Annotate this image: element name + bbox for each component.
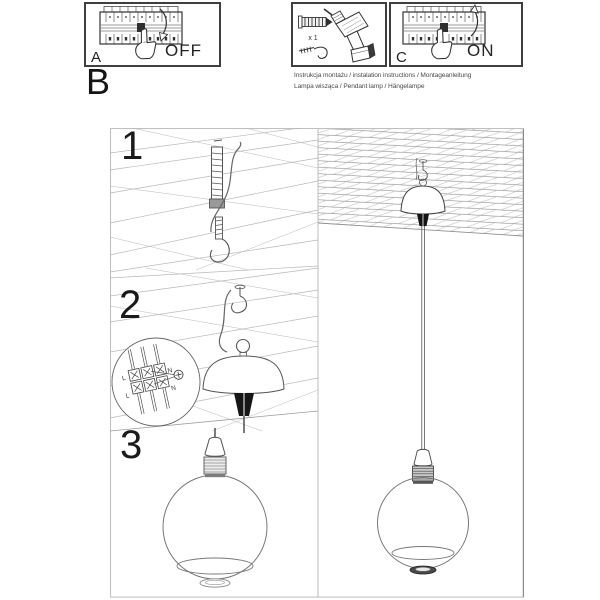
wall-anchor-icon — [299, 16, 333, 28]
caption-line-2: Lampa wisząca / Pendant lamp / Hängelampe — [294, 83, 425, 90]
ceiling-hook-icon — [232, 285, 247, 313]
step-1-panel — [110, 128, 318, 272]
prep-box-c — [389, 2, 523, 67]
box-c-letter: C — [396, 49, 407, 65]
power-drill-icon — [324, 9, 375, 62]
prep-box-tools — [291, 2, 387, 67]
step-3-panel — [120, 423, 267, 587]
step-2-panel — [110, 266, 318, 433]
off-label: OFF — [165, 41, 202, 60]
terminal-label-l-bottom: L — [125, 392, 131, 401]
step-1-number: 1 — [121, 128, 144, 168]
pendant-cable — [422, 226, 425, 452]
step-3-number: 3 — [120, 423, 143, 467]
terminal-label-n-top: N — [166, 367, 173, 375]
section-label-b: B — [86, 61, 111, 102]
bottom-ring — [200, 579, 230, 587]
terminal-label-l-top: L — [121, 374, 127, 383]
on-label: ON — [467, 41, 495, 60]
lamp-socket — [204, 437, 226, 477]
hook-screw-icon — [299, 47, 327, 59]
cord-grip — [234, 393, 254, 416]
wall-anchor-icon — [210, 140, 225, 208]
wiring-detail-circle — [112, 338, 200, 426]
box-a-letter: A — [91, 49, 102, 65]
step-2-number: 2 — [119, 283, 142, 327]
canopy-dome — [203, 356, 284, 394]
cable-wire — [219, 290, 231, 352]
bottom-ring — [410, 566, 436, 574]
caption-block — [294, 70, 534, 92]
prep-box-a — [84, 2, 221, 67]
terminal-label-n-bottom: N — [170, 384, 177, 393]
diagram-area — [110, 128, 524, 598]
lamp-socket — [413, 449, 434, 483]
glass-sphere-shade — [163, 475, 267, 579]
final-assembly-panel — [319, 129, 524, 574]
caption-line-1: Instrukcja montażu / instalation instructions / Montageanleitung — [294, 72, 472, 79]
glass-sphere-shade — [378, 478, 469, 569]
hanging-loop — [237, 340, 250, 353]
anchor-count-label: x 1 — [308, 35, 318, 42]
